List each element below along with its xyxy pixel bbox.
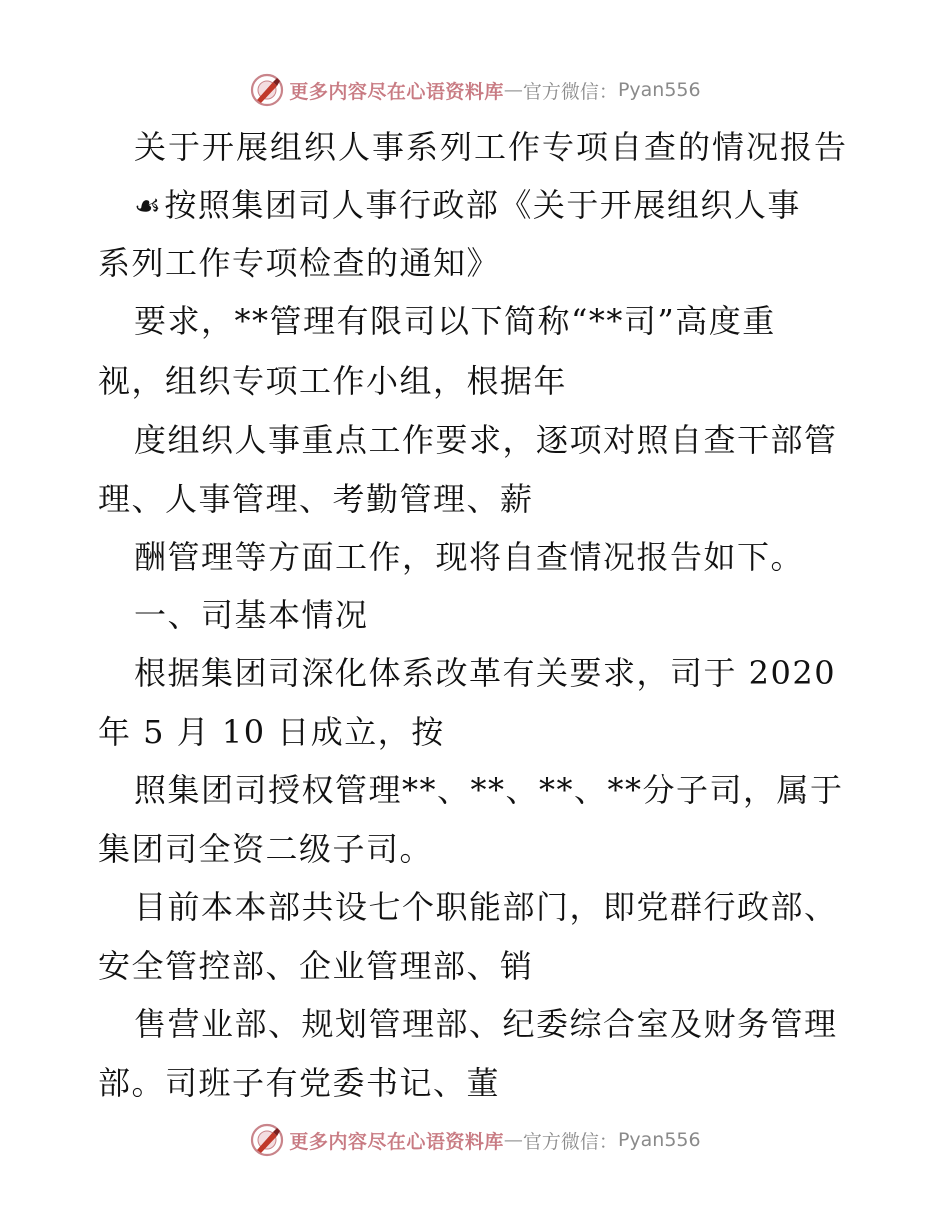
pen-logo-icon	[249, 1122, 285, 1158]
paragraph-line: 要求，**管理有限司以下简称“**司”高度重	[134, 302, 776, 340]
pen-logo-icon	[249, 72, 285, 108]
watermark-separator: —	[503, 1129, 523, 1151]
header-watermark	[0, 70, 950, 110]
paragraph-line: 集团司全资二级子司。	[98, 830, 434, 868]
watermark-contact-label: 官方微信：	[522, 80, 618, 103]
paragraph-line: 安全管控部、企业管理部、销	[98, 947, 534, 985]
watermark-wechat-id: Pyan556	[617, 1129, 701, 1151]
watermark-wechat-id: Pyan556	[617, 79, 701, 101]
watermark-contact-label: 官方微信：	[522, 1130, 618, 1153]
paragraph-line: 理、人事管理、考勤管理、薪	[98, 480, 534, 518]
paragraph-line: 视，组织专项工作小组，根据年	[98, 362, 568, 400]
watermark-separator: —	[503, 79, 523, 101]
paragraph-line: 度组织人事重点工作要求，逐项对照自查干部管	[134, 421, 838, 459]
footer-watermark	[0, 1120, 950, 1160]
paragraph-line: 目前本本部共设七个职能部门，即党群行政部、	[134, 888, 838, 926]
watermark-brand: 更多内容尽在心语资料库	[289, 1130, 504, 1153]
paragraph-line: 系列工作专项检查的通知》	[98, 244, 501, 282]
paragraph-line: ☙按照集团司人事行政部《关于开展组织人事	[134, 186, 801, 224]
watermark-brand: 更多内容尽在心语资料库	[289, 80, 504, 103]
paragraph-line: 部。司班子有党委书记、董	[98, 1064, 501, 1102]
paragraph-line: 年 5 月 10 日成立，按	[98, 713, 445, 751]
paragraph-line: 根据集团司深化体系改革有关要求，司于 2020	[134, 654, 837, 692]
swirl-ornament-icon: ☙	[134, 189, 163, 224]
paragraph-line: 售营业部、规划管理部、纪委综合室及财务管理	[134, 1005, 838, 1043]
paragraph-line: 照集团司授权管理**、**、**、**分子司，属于	[134, 771, 844, 809]
paragraph-line: 酬管理等方面工作，现将自查情况报告如下。	[134, 538, 805, 576]
document-title: 关于开展组织人事系列工作专项自查的情况报告	[134, 128, 849, 166]
section-heading: 一、司基本情况	[134, 596, 369, 634]
